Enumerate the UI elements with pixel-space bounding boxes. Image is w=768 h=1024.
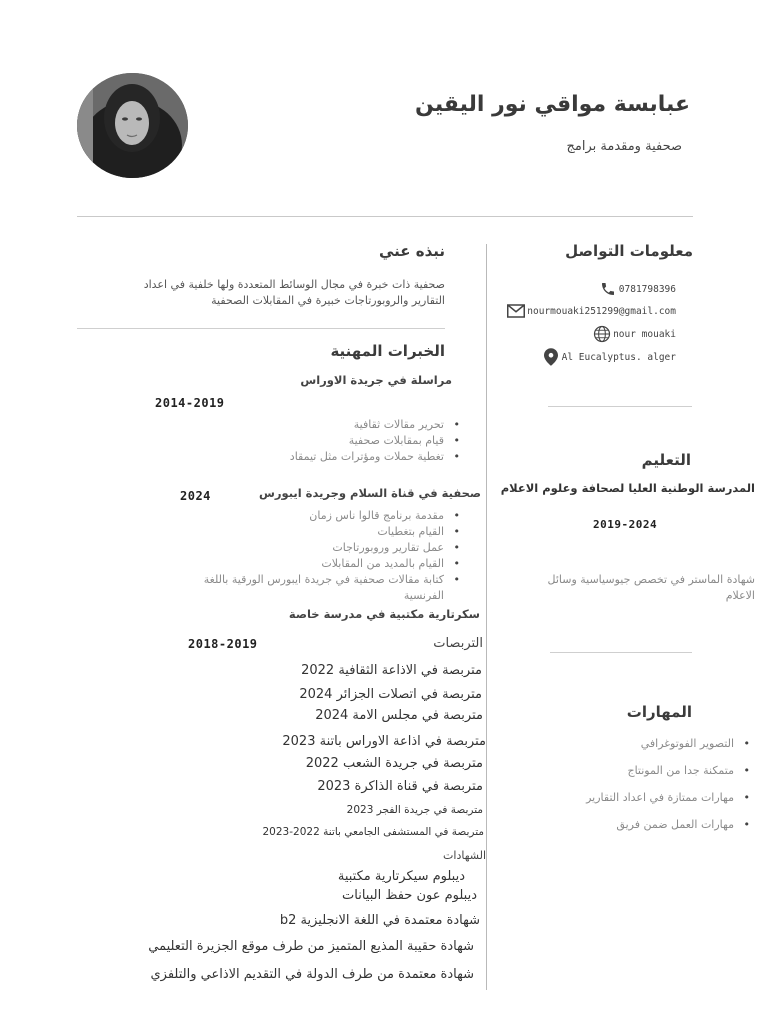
skill-item: • مهارات العمل ضمن فريق	[522, 817, 752, 833]
address-text: Al Eucalyptus. alger	[561, 351, 676, 363]
globe-icon	[591, 324, 613, 344]
website-handle: nour mouaki	[613, 328, 676, 340]
internship-item: متربصة في اتصلات الجزائر 2024	[299, 687, 482, 702]
candidate-title: صحفية ومقدمة برامج	[566, 139, 682, 154]
job-title-1: مراسلة في جريدة الاوراس	[300, 373, 452, 387]
skill-item: • متمكنة جدا من المونتاج	[522, 763, 752, 779]
job-years-3: 2018-2019	[188, 637, 258, 651]
internships-heading: التربصات	[433, 636, 483, 651]
degree-line-1: شهادة الماستر في تخصص جيوسياسية وسائل	[547, 573, 755, 586]
skill-item: • التصوير الفوتوغرافي	[522, 736, 752, 752]
education-years: 2019-2024	[593, 518, 658, 531]
school-name: المدرسة الوطنية العليا لصحافة وعلوم الاعلام	[500, 481, 755, 495]
certificate-item: شهادة حقيبة المذيع المتميز من طرف موقع الجزيرة التعليمي	[148, 939, 474, 954]
job-duties-1	[290, 417, 462, 465]
job-title-3: سكرتارية مكتبية في مدرسة خاصة	[288, 607, 480, 621]
duty-item: • القيام بتغطيات	[204, 524, 462, 540]
education-heading: التعليم	[641, 451, 691, 469]
internship-item: متربصة في الاذاعة الثقافية 2022	[301, 663, 482, 678]
skills-heading: المهارات	[626, 703, 692, 721]
duty-item: • تغطية حملات ومؤترات مثل تيمقاد	[290, 449, 462, 465]
duty-item: • كتابة مقالات صحفية في جريدة ايبورس الورقية باللغة	[204, 572, 462, 588]
education-divider	[550, 652, 692, 653]
column-divider	[486, 244, 487, 990]
contact-divider	[548, 406, 692, 407]
internship-item: متربصة في قناة الذاكرة 2023	[317, 779, 483, 794]
internship-item: متربصة في جريدة الفجر 2023	[346, 804, 483, 816]
internship-item: متربصة في جريدة الشعب 2022	[305, 756, 483, 771]
internship-item: متربصة في اذاعة الاوراس باتنة 2023	[282, 734, 486, 749]
email-icon	[505, 301, 527, 321]
contact-heading: معلومات التواصل	[565, 242, 693, 260]
about-divider	[77, 328, 445, 329]
contact-email[interactable]	[505, 300, 690, 322]
about-line-1: صحفية ذات خبرة في مجال الوسائط المتعددة ولها خلفية في اعداد	[143, 278, 445, 291]
certificate-item: شهادة معتمدة من طرف الدولة في التقديم الاذاعي والتلفزي	[150, 967, 474, 982]
about-line-2: التقارير والروبورتاجات خبيرة في المقابلات الصحفية	[211, 294, 445, 307]
phone-icon	[597, 279, 619, 299]
profile-photo-image	[77, 73, 188, 178]
certificates-heading: الشهادات	[443, 849, 486, 862]
duty-continuation: الفرنسية	[403, 589, 444, 602]
duty-item: • قيام بمقابلات صحفية	[290, 433, 462, 449]
skills-list	[522, 736, 752, 833]
contact-phone[interactable]	[597, 278, 690, 300]
duty-item: • مقدمة برنامج قالوا ناس زمان	[204, 508, 462, 524]
duty-item: • تحرير مقالات ثقافية	[290, 417, 462, 433]
email-address: nourmouaki251299@gmail.com	[527, 305, 676, 317]
candidate-name: عبابسة مواقي نور اليقين	[415, 92, 690, 117]
degree-line-2: الاعلام	[725, 589, 755, 602]
certificate-item: ديبلوم عون حفظ البيانات	[342, 888, 477, 903]
phone-number: 0781798396	[618, 283, 676, 295]
job-years-1: 2014-2019	[155, 396, 225, 410]
duty-item: • القيام بالمديد من المقابلات	[204, 556, 462, 572]
profile-photo	[77, 73, 188, 178]
certificate-item: شهادة معتمدة في اللغة الانجليزية b2	[279, 913, 480, 928]
duty-item: • عمل تقارير وروبورتاجات	[204, 540, 462, 556]
certificate-item: ديبلوم سيكرتارية مكتبية	[337, 869, 465, 884]
contact-address	[540, 346, 690, 368]
header-divider	[77, 216, 693, 217]
about-heading: نبذه عني	[378, 242, 445, 260]
job-years-2: 2024	[180, 489, 211, 503]
job-title-2: صحفية في قناة السلام وجريدة ايبورس	[259, 486, 481, 500]
contact-website[interactable]	[591, 323, 690, 345]
location-icon	[540, 347, 562, 367]
internship-item: متربصة في مجلس الامة 2024	[315, 708, 483, 723]
skill-item: • مهارات ممتازة في اعداد التقارير	[522, 790, 752, 806]
job-duties-2	[204, 508, 462, 588]
experience-heading: الخبرات المهنية	[330, 342, 445, 360]
internship-item: متربصة في المستشفى الجامعي باتنة 2022-2023	[262, 826, 484, 838]
